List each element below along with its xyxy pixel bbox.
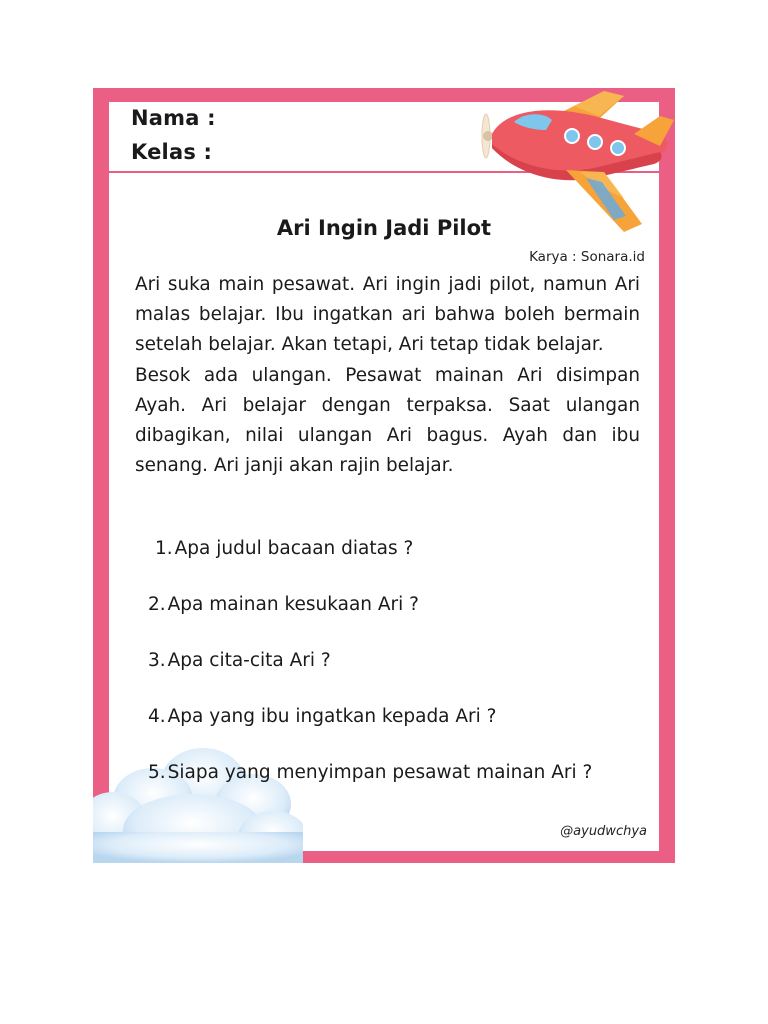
story-author: Karya : Sonara.id bbox=[529, 249, 645, 265]
story-text bbox=[135, 270, 640, 481]
question-text: Apa cita-cita Ari ? bbox=[167, 650, 331, 671]
question-number: 1. bbox=[155, 538, 173, 559]
question-item bbox=[148, 706, 497, 727]
airplane-icon bbox=[474, 86, 678, 236]
cloud-icon bbox=[93, 742, 303, 863]
watermark: @ayudwchya bbox=[560, 824, 647, 839]
question-number: 3. bbox=[148, 650, 166, 671]
question-item bbox=[148, 650, 331, 671]
story-paragraph: Ari suka main pesawat. Ari ingin jadi pilot, namun Ari malas belajar. Ibu ingatkan ari bahwa boleh bermain setelah belajar. Akan tetapi, Ari tetap tidak belajar. bbox=[135, 274, 640, 356]
name-field-label: Nama : bbox=[131, 106, 216, 130]
story-title: Ari Ingin Jadi Pilot bbox=[276, 216, 492, 240]
story-paragraph: Besok ada ulangan. Pesawat mainan Ari disimpan Ayah. Ari belajar dengan terpaksa. Saat ulangan dibagikan, nilai ulangan Ari bagus. Ayah dan ibu senang. Ari janji akan rajin belajar. bbox=[135, 364, 640, 477]
class-field-label: Kelas : bbox=[131, 140, 213, 164]
question-item bbox=[148, 594, 419, 615]
question-number: 2. bbox=[148, 594, 166, 615]
question-number: 4. bbox=[148, 706, 166, 727]
question-text: Apa yang ibu ingatkan kepada Ari ? bbox=[167, 706, 497, 727]
question-text: Siapa yang menyimpan pesawat mainan Ari ? bbox=[167, 762, 593, 783]
question-item bbox=[155, 538, 413, 559]
question-text: Apa mainan kesukaan Ari ? bbox=[167, 594, 420, 615]
question-text: Apa judul bacaan diatas ? bbox=[174, 538, 414, 559]
question-number: 5. bbox=[148, 762, 166, 783]
